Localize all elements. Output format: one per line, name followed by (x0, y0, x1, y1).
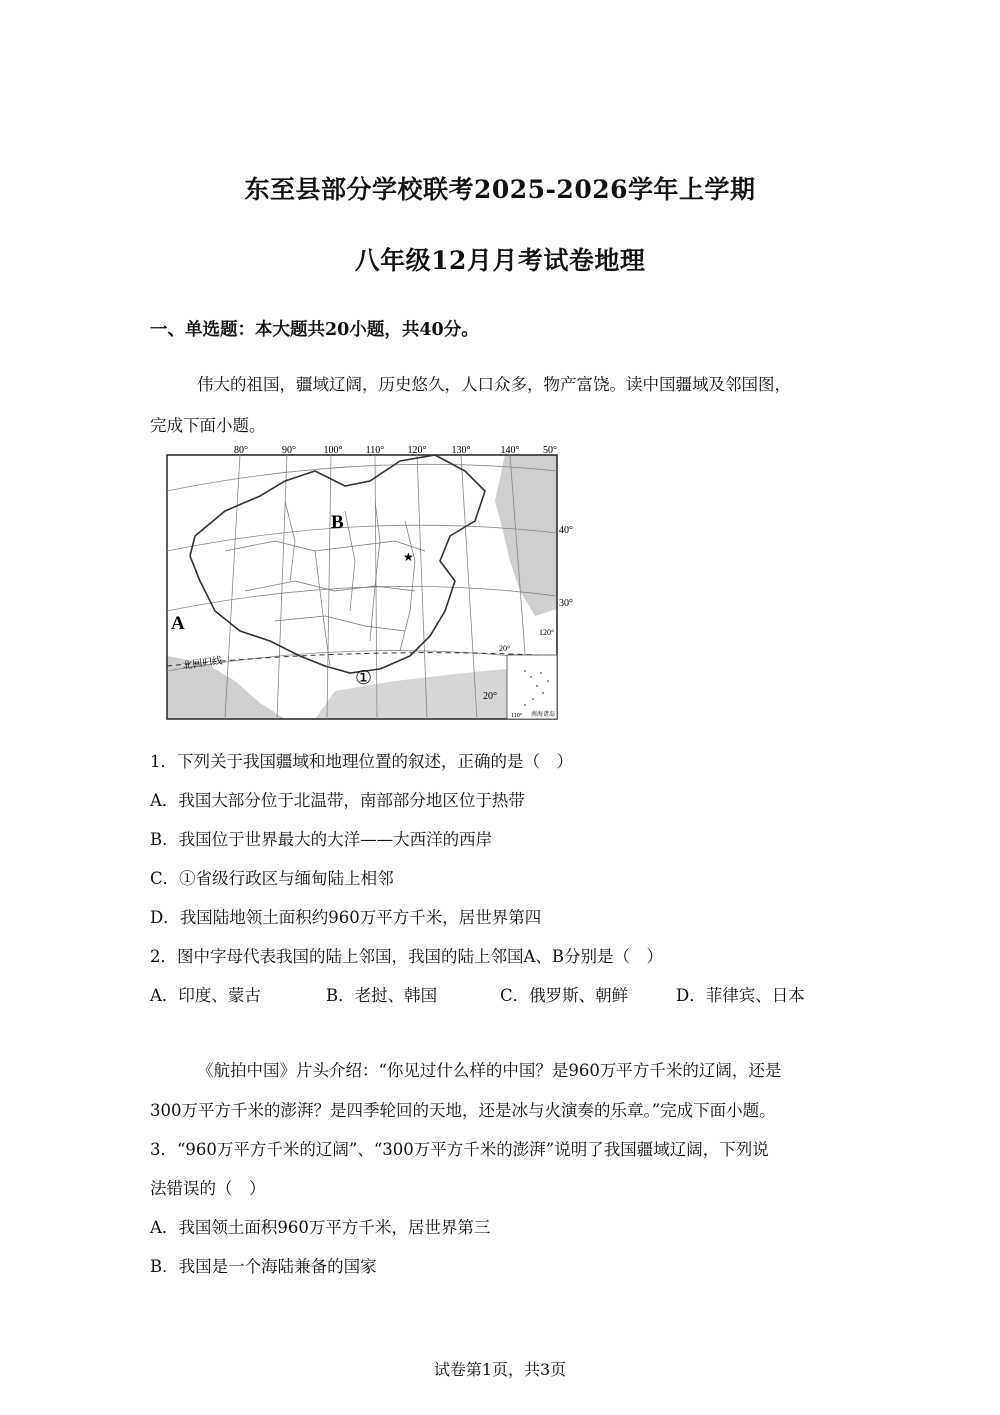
capital-star-icon: ★ (403, 550, 414, 564)
exam-title-line2: 八年级12月月考试卷地理 (354, 246, 646, 275)
lon-label: 110° (365, 445, 385, 456)
passage2-line1: 《航拍中国》片头介绍：“你见过什么样的中国？是960万平方千米的辽阔，还是 (197, 1061, 782, 1080)
china-territory-map (165, 441, 581, 723)
tropic-label: 北回归线 (181, 655, 224, 672)
country-label-a: A (171, 613, 185, 634)
china-border (190, 455, 485, 673)
south-sea-inset (507, 655, 557, 719)
q1-option-a: A．我国大部分位于北温带，南部部分地区位于热带 (150, 791, 525, 810)
lon-label: 140° (500, 445, 520, 456)
page-footer: 试卷第1页，共3页 (433, 1360, 567, 1379)
q2-stem: 2．图中字母代表我国的陆上邻国，我国的陆上邻国A、B分别是（ ） (150, 947, 664, 966)
q2-option-a: A．印度、蒙古 (150, 986, 261, 1005)
section-heading: 一、单选题：本大题共20小题，共40分。 (150, 320, 479, 340)
inset-lon-label: 110° (511, 713, 523, 719)
lon-label: 100° (323, 445, 343, 456)
q2-option-b: B．老挝、韩国 (326, 986, 438, 1005)
lat-label: 30° (559, 598, 573, 609)
q3-option-a: A．我国领土面积960万平方千米，居世界第三 (150, 1218, 491, 1237)
q2-option-c: C．俄罗斯、朝鲜 (500, 986, 629, 1005)
passage1-line1: 伟大的祖国，疆域辽阔，历史悠久，人口众多，物产富饶。读中国疆域及邻国图， (197, 375, 791, 394)
q1-stem: 1．下列关于我国疆域和地理位置的叙述，正确的是（ ） (150, 752, 573, 771)
lon-label: 80° (234, 445, 248, 456)
lon-label: 50° (543, 445, 557, 456)
passage2-line2: 300万平方千米的澎湃？是四季轮回的天地，还是冰与火演奏的乐章。”完成下面小题。 (150, 1101, 776, 1120)
lon-label: 120° (407, 445, 427, 456)
bottom-lat-label: 20° (483, 691, 497, 702)
map-sea-east (495, 455, 557, 616)
inset-title: 南海诸岛 (531, 712, 556, 718)
q3-option-b: B．我国是一个海陆兼备的国家 (150, 1257, 377, 1276)
lon-label: 130° (451, 445, 471, 456)
lat-label: 40° (559, 525, 573, 536)
lat-label: 120° (539, 628, 555, 637)
lon-label: 90° (282, 445, 296, 456)
q2-option-d: D．菲律宾、日本 (676, 986, 805, 1005)
passage1-line2: 完成下面小题。 (150, 416, 266, 435)
country-label-b: B (331, 512, 344, 533)
q1-option-b: B．我国位于世界最大的大洋——大西洋的西岸 (150, 830, 493, 849)
lat-label: 20° (499, 644, 511, 653)
q3-stem-line2: 法错误的（ ） (150, 1179, 266, 1198)
exam-title-line1: 东至县部分学校联考2025-2026学年上学期 (244, 175, 756, 204)
province-marker: ① (355, 668, 373, 689)
q1-option-c: C．①省级行政区与缅甸陆上相邻 (150, 869, 394, 888)
q3-stem-line1: 3．“960万平方千米的辽阔”、“300万平方千米的澎湃”说明了我国疆域辽阔，下列说 (150, 1140, 769, 1159)
q1-option-d: D．我国陆地领土面积约960万平方千米，居世界第四 (150, 908, 542, 927)
